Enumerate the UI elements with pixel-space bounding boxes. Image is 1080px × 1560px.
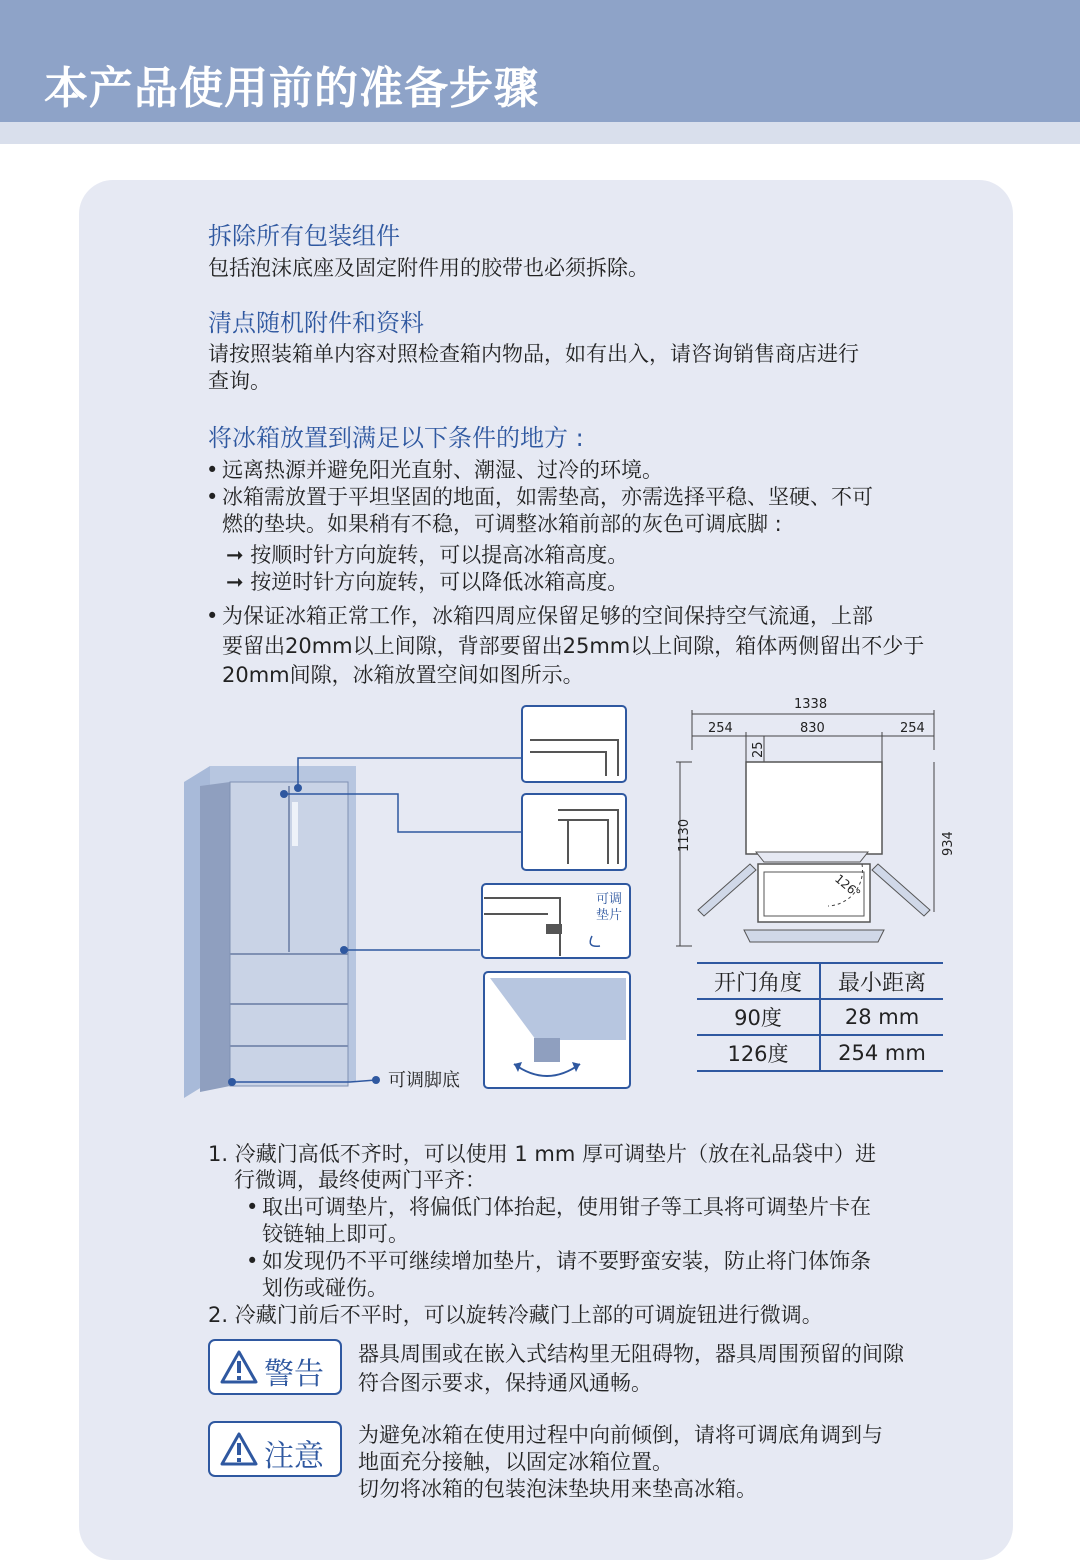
warning-line-1: 器具周围或在嵌入式结构里无阻碍物，器具周围预留的间隙 [358, 1342, 904, 1366]
place-bullet-2-line1: • 冰箱需放置于平坦坚固的地面，如需垫高，亦需选择平稳、坚硬、不可 [206, 485, 873, 509]
arrow-right-icon: ➞ [226, 570, 251, 594]
clearance-table [697, 962, 943, 1072]
dim-door-depth: 934 [941, 831, 956, 856]
warning-triangle-icon [220, 1349, 258, 1385]
dim-angle: 126° [832, 871, 864, 901]
dim-side-left: 254 [708, 721, 733, 736]
page-title: 本产品使用前的准备步骤 [44, 63, 539, 114]
arrow-right-icon: ➞ [226, 543, 251, 567]
note-sub-2-line1: • 如发现仍不平可继续增加垫片，请不要野蛮安装，防止将门体饰条 [246, 1249, 871, 1273]
fridge-illustration [180, 700, 640, 1110]
dim-side-right: 254 [900, 721, 925, 736]
shim-label-line1: 可调 [596, 892, 623, 907]
warning-line-2: 符合图示要求，保持通风通畅。 [358, 1371, 652, 1395]
note-item-2: 2. 冷藏门前后不平时，可以旋转冷藏门上部的可调旋钮进行微调。 [208, 1303, 823, 1327]
note-item-1-line2: 行微调，最终使两门平齐： [234, 1168, 486, 1192]
section-title-check: 清点随机附件和资料 [208, 309, 424, 337]
caution-line-2: 地面充分接触，以固定冰箱位置。 [358, 1450, 673, 1474]
table-cell-distance: 254 mm [820, 1035, 943, 1071]
caution-triangle-icon [220, 1431, 258, 1467]
dim-center: 830 [800, 721, 825, 736]
place-bullet-1: • 远离热源并避免阳光直射、潮湿、过冷的环境。 [206, 458, 663, 482]
detail-door-gap [522, 794, 626, 870]
place-bullet-3-line1: • 为保证冰箱正常工作，冰箱四周应保留足够的空间保持空气流通，上部 [206, 604, 873, 628]
table-row [697, 999, 943, 1035]
clearance-plan-diagram [672, 696, 962, 956]
detail-top-hinge [522, 706, 626, 782]
section-title-unpack: 拆除所有包装组件 [208, 222, 400, 250]
fridge-top-view [746, 762, 882, 854]
table-header-distance: 最小距离 [820, 963, 943, 999]
dim-back-gap: 25 [751, 741, 766, 758]
caution-line-1: 为避免冰箱在使用过程中向前倾倒，请将可调底角调到与 [358, 1423, 883, 1447]
caution-badge [208, 1421, 342, 1477]
check-body-line2: 查询。 [208, 369, 271, 393]
adjustable-foot-label: 可调脚底 [388, 1070, 460, 1091]
note-sub-1-line2: 铰链轴上即可。 [262, 1222, 409, 1246]
place-arrow-2: ➞ 按逆时针方向旋转，可以降低冰箱高度。 [226, 570, 629, 594]
note-item-1-line1: 1. 冷藏门高低不齐时，可以使用 1 mm 厚可调垫片（放在礼品袋中）进 [208, 1142, 877, 1166]
section-title-place: 将冰箱放置到满足以下条件的地方 : [208, 424, 584, 452]
table-header-angle: 开门角度 [697, 963, 820, 999]
unpack-body: 包括泡沫底座及固定附件用的胶带也必须拆除。 [208, 256, 649, 280]
dim-total-width: 1338 [794, 697, 828, 712]
header-band [0, 122, 1080, 144]
fridge-side [200, 782, 230, 1092]
door-handle [292, 802, 298, 846]
table-cell-distance: 28 mm [820, 999, 943, 1035]
caution-line-3: 切勿将冰箱的包装泡沫垫块用来垫高冰箱。 [358, 1477, 757, 1501]
place-arrow-1: ➞ 按顺时针方向旋转，可以提高冰箱高度。 [226, 543, 629, 567]
caution-label: 注意 [264, 1439, 324, 1474]
place-bullet-3-line2: 要留出20mm以上间隙，背部要留出25mm以上间隙，箱体两侧留出不少于 [222, 634, 925, 658]
dim-depth: 1130 [677, 818, 692, 852]
place-bullet-2-line2: 燃的垫块。如果稍有不稳，可调整冰箱前部的灰色可调底脚 : [222, 512, 782, 536]
table-row [697, 1035, 943, 1071]
note-sub-1-line1: • 取出可调垫片，将偏低门体抬起，使用钳子等工具将可调垫片卡在 [246, 1195, 871, 1219]
warning-label: 警告 [264, 1357, 324, 1392]
check-body-line1: 请按照装箱单内容对照检查箱内物品，如有出入，请咨询销售商店进行 [208, 342, 859, 366]
note-sub-2-line2: 划伤或碰伤。 [262, 1276, 388, 1300]
table-cell-angle: 90度 [697, 999, 820, 1035]
table-cell-angle: 126度 [697, 1035, 820, 1071]
shim-label-line2: 垫片 [596, 908, 623, 923]
place-bullet-3-line3: 20mm间隙，冰箱放置空间如图所示。 [222, 663, 584, 687]
warning-badge [208, 1339, 342, 1395]
